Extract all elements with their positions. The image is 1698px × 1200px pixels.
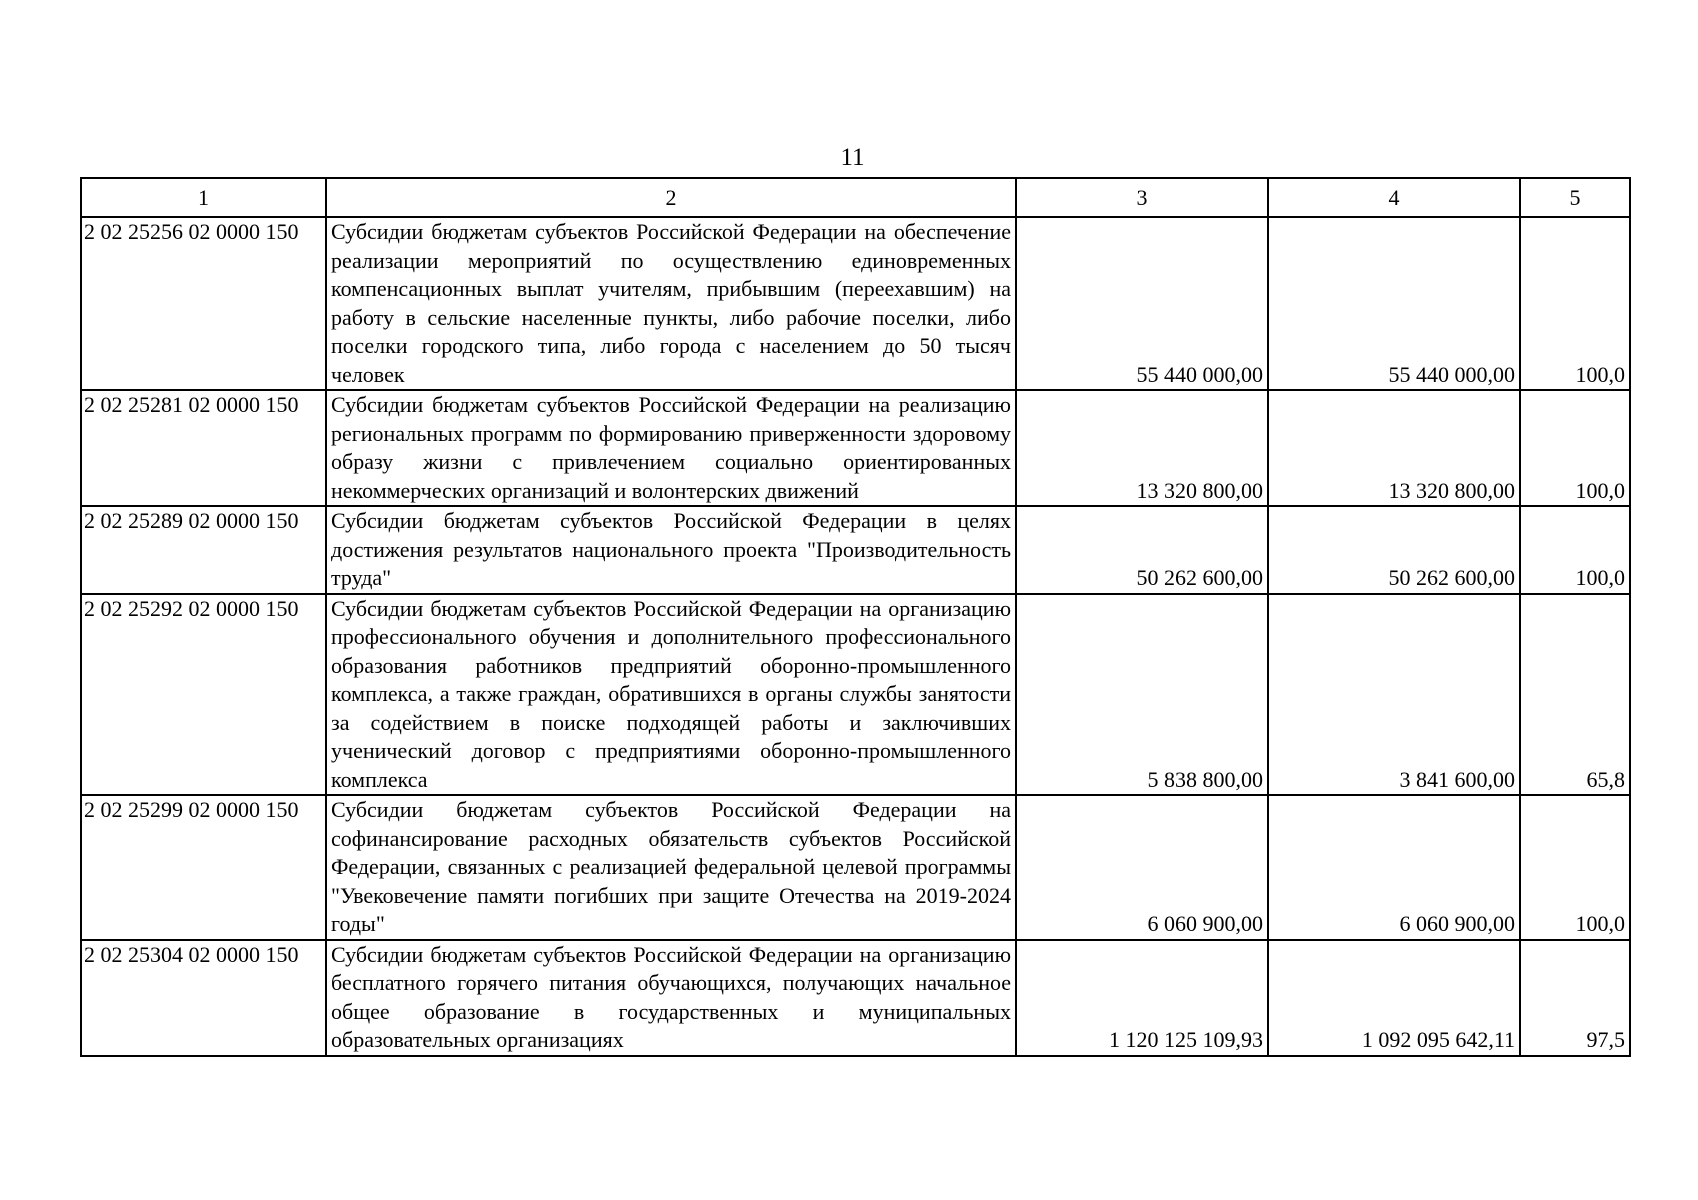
row-description: Субсидии бюджетам субъектов Российской Федерации на организацию бесплатного горячего питания обучающихся, получающих начальное общее образование в государственных и муниципальных образовательных организациях bbox=[326, 940, 1016, 1056]
row-code: 2 02 25289 02 0000 150 bbox=[81, 506, 326, 594]
row-code: 2 02 25299 02 0000 150 bbox=[81, 795, 326, 940]
row-col4: 3 841 600,00 bbox=[1268, 594, 1520, 796]
header-col-4: 4 bbox=[1268, 178, 1520, 217]
header-col-2: 2 bbox=[326, 178, 1016, 217]
row-description: Субсидии бюджетам субъектов Российской Федерации в целях достижения результатов национального проекта "Производительность труда" bbox=[326, 506, 1016, 594]
table-body bbox=[81, 217, 1630, 1056]
budget-table bbox=[80, 177, 1631, 1057]
page-number: 11 bbox=[840, 144, 865, 171]
row-col3: 5 838 800,00 bbox=[1016, 594, 1268, 796]
table-row bbox=[81, 795, 1630, 940]
row-col5: 97,5 bbox=[1520, 940, 1630, 1056]
row-col4: 6 060 900,00 bbox=[1268, 795, 1520, 940]
row-code: 2 02 25281 02 0000 150 bbox=[81, 390, 326, 506]
table-row bbox=[81, 506, 1630, 594]
table-row bbox=[81, 390, 1630, 506]
row-col4: 1 092 095 642,11 bbox=[1268, 940, 1520, 1056]
row-code: 2 02 25304 02 0000 150 bbox=[81, 940, 326, 1056]
row-description: Субсидии бюджетам субъектов Российской Федерации на организацию профессионального обучения и дополнительного профессионального образования работников предприятий оборонно-промышленного комплекса, а также граждан, обратившихся в органы службы занятости за содействием в поиске подходящей работы и заключивших ученический договор с предприятиями оборонно-промышленного комплекса bbox=[326, 594, 1016, 796]
header-col-1: 1 bbox=[81, 178, 326, 217]
row-description: Субсидии бюджетам субъектов Российской Федерации на обеспечение реализации мероприятий по осуществлению единовременных компенсационных выплат учителям, прибывшим (переехавшим) на работу в сельские населенные пункты, либо рабочие поселки, либо поселки городского типа, либо города с населением до 50 тысяч человек bbox=[326, 217, 1016, 390]
row-description: Субсидии бюджетам субъектов Российской Федерации на софинансирование расходных обязательств субъектов Российской Федерации, связанных с реализацией федеральной целевой программы "Увековечение памяти погибших при защите Отечества на 2019-2024 годы" bbox=[326, 795, 1016, 940]
row-col3: 1 120 125 109,93 bbox=[1016, 940, 1268, 1056]
row-col4: 55 440 000,00 bbox=[1268, 217, 1520, 390]
table-row bbox=[81, 594, 1630, 796]
row-col3: 50 262 600,00 bbox=[1016, 506, 1268, 594]
header-row bbox=[81, 178, 1630, 217]
row-code: 2 02 25292 02 0000 150 bbox=[81, 594, 326, 796]
row-col3: 55 440 000,00 bbox=[1016, 217, 1268, 390]
row-col5: 100,0 bbox=[1520, 390, 1630, 506]
row-col4: 50 262 600,00 bbox=[1268, 506, 1520, 594]
row-col5: 100,0 bbox=[1520, 795, 1630, 940]
table-row bbox=[81, 940, 1630, 1056]
row-col3: 13 320 800,00 bbox=[1016, 390, 1268, 506]
header-col-3: 3 bbox=[1016, 178, 1268, 217]
row-code: 2 02 25256 02 0000 150 bbox=[81, 217, 326, 390]
row-col5: 65,8 bbox=[1520, 594, 1630, 796]
row-col4: 13 320 800,00 bbox=[1268, 390, 1520, 506]
table-row bbox=[81, 217, 1630, 390]
row-col5: 100,0 bbox=[1520, 217, 1630, 390]
table-header bbox=[81, 178, 1630, 217]
row-col3: 6 060 900,00 bbox=[1016, 795, 1268, 940]
row-col5: 100,0 bbox=[1520, 506, 1630, 594]
header-col-5: 5 bbox=[1520, 178, 1630, 217]
row-description: Субсидии бюджетам субъектов Российской Федерации на реализацию региональных программ по формированию приверженности здоровому образу жизни с привлечением социально ориентированных некоммерческих организаций и волонтерских движений bbox=[326, 390, 1016, 506]
